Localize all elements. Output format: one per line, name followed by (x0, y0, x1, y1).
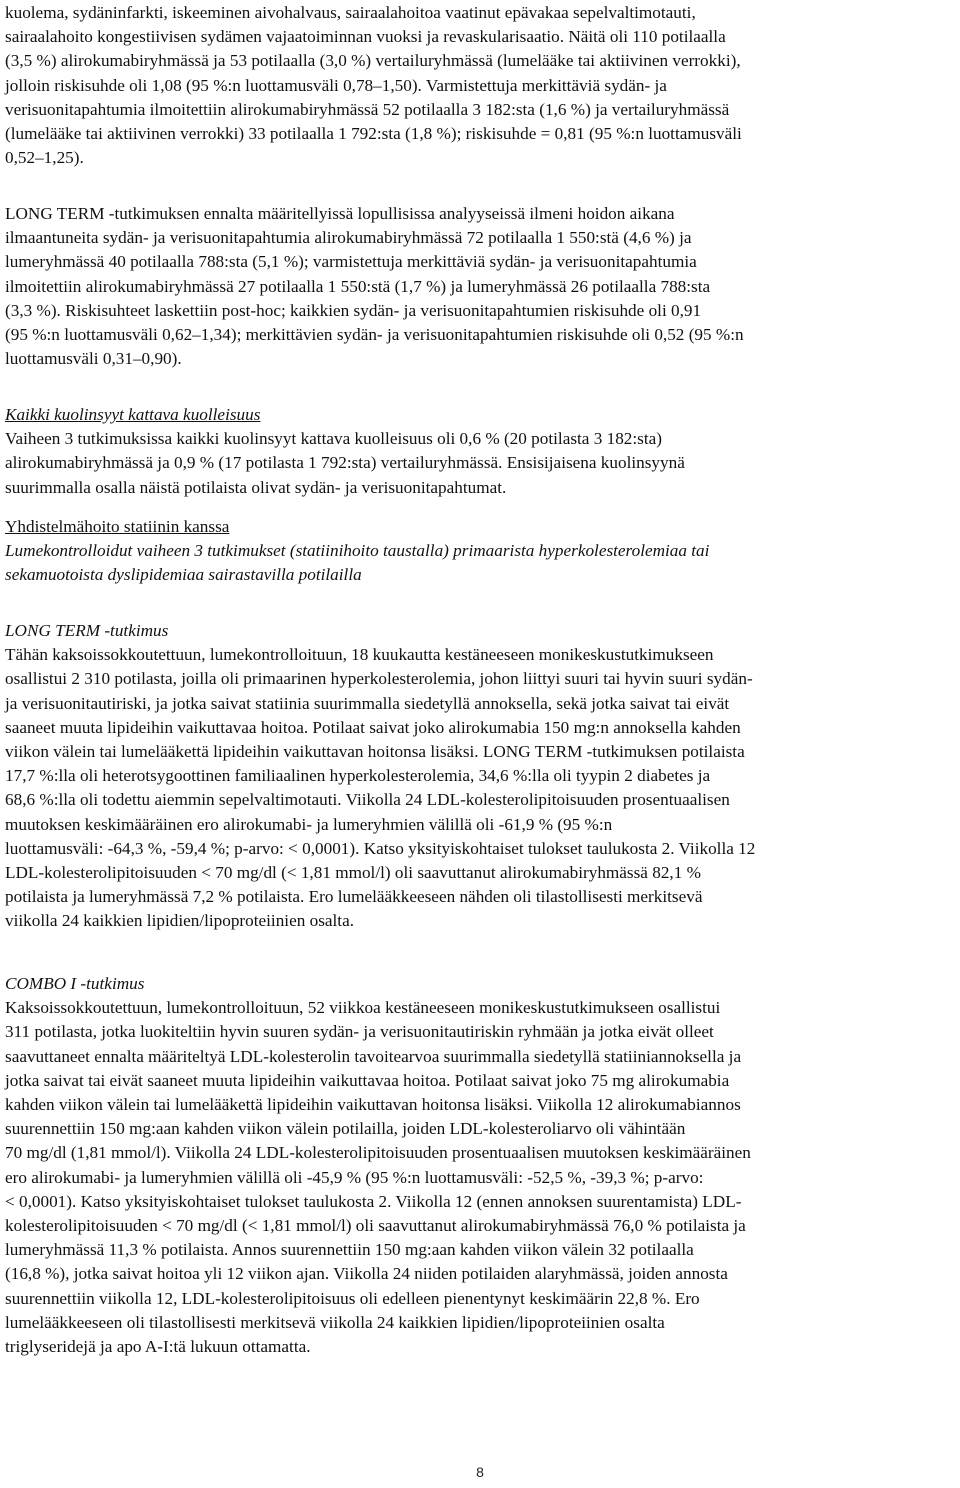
text-line: sairaalahoito kongestiivisen sydämen vajaatoiminnan vuoksi ja revaskularisaatio. Näitä oli 110 potilaalla (5, 27, 726, 47)
text-line: (3,3 %). Riskisuhteet laskettiin post-hoc; kaikkien sydän- ja verisuonitapahtumien riskisuhde oli 0,91 (5, 300, 702, 320)
text-line: lumeryhmässä 40 potilaalla 788:sta (5,1 %); varmistettuja merkittäviä sydän- ja verisuonitapahtumia (5, 252, 697, 272)
text-line: suurimmalla osalla näistä potilaista olivat sydän- ja verisuonitapahtumat. (5, 477, 507, 497)
text-line: (95 %:n luottamusväli 0,62–1,34); merkittävien sydän- ja verisuonitapahtumien riskisuhde oli 0,52 (95 %:n (5, 325, 744, 345)
section-long-term-study (5, 619, 960, 934)
text-line: 311 potilasta, jotka luokiteltiin hyvin suuren sydän- ja verisuonitautiriskin ryhmään ja jotka eivät olleet (5, 1022, 714, 1042)
text-line: saavuttaneet ennalta määriteltyä LDL-kolesterolin tavoitearvoa suurimmalla siedetyllä statiiniannoksella ja (5, 1046, 742, 1066)
text-line: Vaiheen 3 tutkimuksissa kaikki kuolinsyyt kattava kuolleisuus oli 0,6 % (20 potilasta 3 182:sta) (5, 429, 662, 449)
text-line: ero alirokumabi- ja lumeryhmien välillä oli -45,9 % (95 %:n luottamusväli: -52,5 %, -39,3 %; p-arvo: (5, 1167, 704, 1187)
text-line: viikon välein tai lumelääkettä lipideihin vaikuttavan hoitonsa lisäksi. LONG TERM -tutkimuksen potilaista (5, 742, 745, 762)
text-line: luottamusväli 0,31–0,90). (5, 349, 182, 369)
text-line: jotka saivat tai eivät saaneet muuta lipideihin vaikuttavaa hoitoa. Potilaat saivat joko 75 mg alirokumabia (5, 1070, 730, 1090)
text-line: LDL-kolesterolipitoisuuden < 70 mg/dl (< 1,81 mmol/l) oli saavuttanut alirokumabiryhmässä 82,1 % (5, 863, 701, 883)
text-line: ilmaantuneita sydän- ja verisuonitapahtumia alirokumabiryhmässä 72 potilaalla 1 550:stä (4,6 %) ja (5, 228, 692, 248)
text-line: suurennettiin 150 mg:aan kahden viikon välein potilailla, joiden LDL-kolesteroliarvo oli vähintään (5, 1119, 686, 1139)
text-line: 17,7 %:lla oli heterotsygoottinen familiaalinen hyperkolesterolemia, 34,6 %:lla oli tyypin 2 diabetes ja (5, 766, 711, 786)
text-line: alirokumabiryhmässä ja 0,9 % (17 potilasta 1 792:sta) vertailuryhmässä. Ensisijaisena kuolinsyynä (5, 453, 685, 473)
section-all-cause-mortality (5, 403, 960, 500)
text-line: luottamusväli: -64,3 %, -59,4 %; p-arvo: < 0,0001). Katso yksityiskohtaiset tulokset taulukosta 2. Viikolla 12 (5, 838, 756, 858)
text-line: LONG TERM -tutkimuksen ennalta määritellyissä lopullisissa analyyseissä ilmeni hoidon aikana (5, 204, 675, 223)
text-line: potilaista ja lumeryhmässä 7,2 % potilaista. Ero lumelääkkeeseen nähden oli tilastollisesti merkitsevä (5, 887, 703, 907)
text-line: (lumelääke tai aktiivinen verrokki) 33 potilaalla 1 792:sta (1,8 %); riskisuhde = 0,81 (95 %:n luottamusväli (5, 124, 742, 144)
text-line: (16,8 %), jotka saivat hoitoa yli 12 viikon ajan. Viikolla 24 niiden potilaiden alaryhmässä, joiden annosta (5, 1264, 728, 1284)
text-line: lumelääkkeeseen oli tilastollisesti merkitsevä viikolla 24 kaikkien lipidien/lipoproteiinien osalta (5, 1312, 665, 1332)
text-line: < 0,0001). Katso yksityiskohtaiset tulokset taulukosta 2. Viikolla 12 (ennen annoksen suurentamista) LDL- (5, 1191, 742, 1211)
text-line: Tähän kaksoissokkoutettuun, lumekontrolloituun, 18 kuukautta kestäneeseen monikeskustutkimukseen (5, 645, 714, 665)
text-line: kuolema, sydäninfarkti, iskeeminen aivohalvaus, sairaalahoitoa vaatinut epävakaa sepelvaltimotauti, (5, 3, 696, 22)
text-line: kahden viikon välein tai lumelääkettä lipideihin vaikuttavan hoitonsa lisäksi. Viikolla 12 alirokumabiannos (5, 1095, 741, 1115)
paragraph-cardiovascular-events (5, 1, 960, 170)
section-heading: LONG TERM -tutkimus (5, 621, 169, 640)
text-line: ilmoitettiin alirokumabiryhmässä 27 potilaalla 1 550:stä (1,7 %) ja lumeryhmässä 26 potilaalla 788:sta (5, 276, 711, 296)
section-combo-i-study (5, 972, 960, 1359)
text-line: osallistui 2 310 potilasta, joilla oli primaarinen hyperkolesterolemia, johon liittyi suuri tai hyvin suuri sydän- (5, 669, 753, 689)
text-line: suurennettiin viikolla 12, LDL-kolesterolipitoisuus oli edelleen pienentynyt keskimäärin 22,8 %. Ero (5, 1288, 700, 1308)
subheading-line: Lumekontrolloidut vaiheen 3 tutkimukset (statiinihoito taustalla) primaarista hyperkolesterolemiaa tai (5, 541, 710, 561)
section-heading: COMBO I -tutkimus (5, 974, 145, 993)
text-line: lumeryhmässä 11,3 % potilaista. Annos suurennettiin 150 mg:aan kahden viikon välein 32 potilaalla (5, 1240, 694, 1260)
text-line: (3,5 %) alirokumabiryhmässä ja 53 potilaalla (3,0 %) vertailuryhmässä (lumelääke tai aktiivinen verrokki), (5, 51, 741, 71)
text-line: saaneet muuta lipideihin vaikuttavaa hoitoa. Potilaat saivat joko alirokumabia 150 mg:n annoksella kahden (5, 717, 741, 737)
paragraph-long-term-analysis (5, 202, 960, 371)
text-line: 68,6 %:lla oli todettu aiemmin sepelvaltimotauti. Viikolla 24 LDL-kolesterolipitoisuuden prosentuaalisen (5, 790, 730, 810)
text-line: muutoksen keskimääräinen ero alirokumabi- ja lumeryhmien välillä oli -61,9 % (95 %:n (5, 814, 613, 834)
text-line: triglyseridejä ja apo A-I:tä lukuun ottamatta. (5, 1337, 311, 1357)
section-heading: Kaikki kuolinsyyt kattava kuolleisuus (5, 405, 261, 424)
text-line: ja verisuonitautiriski, ja jotka saivat statiinia suurimmalla siedetyllä annoksella, sekä jotka saivat tai eivät (5, 693, 730, 713)
section-heading: Yhdistelmähoito statiinin kanssa (5, 517, 230, 536)
text-line: verisuonitapahtumia ilmoitettiin alirokumabiryhmässä 52 potilaalla 3 182:sta (1,6 %) ja vertailuryhmässä (5, 99, 730, 119)
text-line: Kaksoissokkoutettuun, lumekontrolloituun, 52 viikkoa kestäneeseen monikeskustutkimukseen osallistui (5, 998, 721, 1018)
text-line: viikolla 24 kaikkien lipidien/lipoproteiinien osalta. (5, 911, 355, 931)
section-combination-with-statin (5, 515, 960, 588)
text-line: 70 mg/dl (1,81 mmol/l). Viikolla 24 LDL-kolesterolipitoisuuden prosentuaalisen muutoksen keskimääräinen (5, 1143, 751, 1163)
text-line: kolesterolipitoisuuden < 70 mg/dl (< 1,81 mmol/l) oli saavuttanut alirokumabiryhmässä 76,0 % potilaista ja (5, 1216, 746, 1236)
page-number: 8 (476, 1464, 484, 1480)
subheading-line: sekamuotoista dyslipidemiaa sairastavilla potilailla (5, 565, 362, 585)
text-line: 0,52–1,25). (5, 148, 84, 168)
text-line: jolloin riskisuhde oli 1,08 (95 %:n luottamusväli 0,78–1,50). Varmistettuja merkittäviä sydän- ja (5, 75, 667, 95)
